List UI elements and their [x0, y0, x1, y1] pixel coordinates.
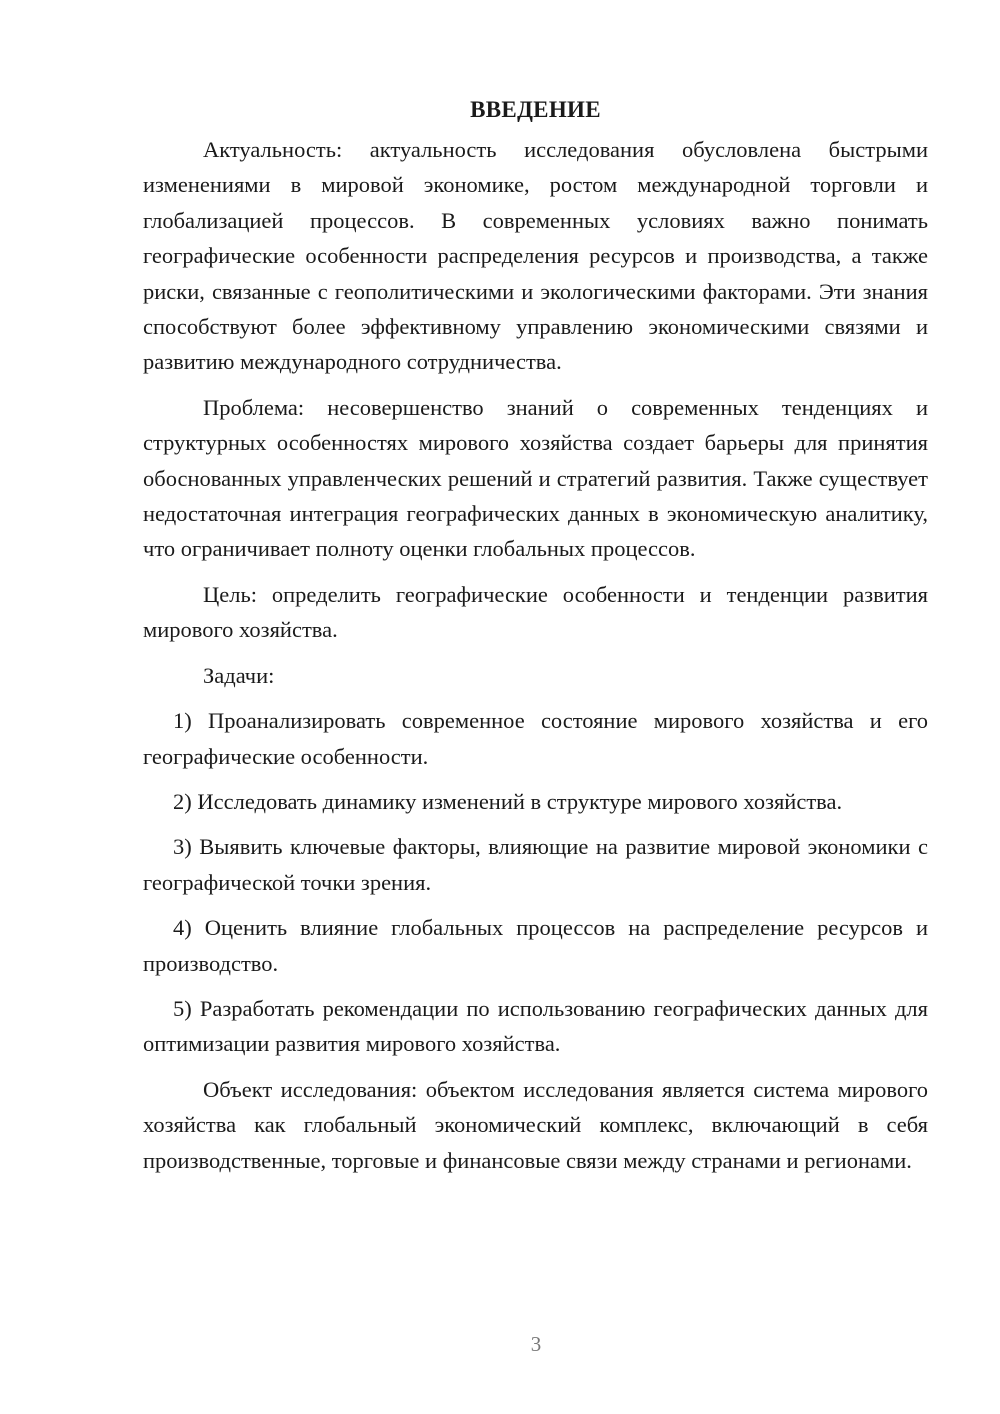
- task-item-3: 3) Выявить ключевые факторы, влияющие на развитие мировой экономики с географической точки зрения.: [143, 834, 928, 895]
- paragraph-problem: Проблема: несовершенство знаний о современных тенденциях и структурных особенностях мирового хозяйства создает барьеры для принятия обоснованных управленческих решений и стратегий развития. Также существует недостаточная интеграция географических данных в экономическую аналитику, что ограничивает полноту оценки глобальных процессов.: [143, 394, 928, 562]
- task-item-1: 1) Проанализировать современное состояние мирового хозяйства и его географические особенности.: [143, 708, 928, 769]
- document-page: [143, 92, 928, 1188]
- section-title: ВВЕДЕНИЕ: [470, 97, 601, 122]
- tasks-heading: Задачи:: [203, 662, 275, 688]
- paragraph-goal: Цель: определить географические особенности и тенденции развития мирового хозяйства.: [143, 581, 928, 643]
- paragraph-object: Объект исследования: объектом исследования является система мирового хозяйства как глобальный экономический комплекс, включающий в себя производственные, торговые и финансовые связи между странами и регионами.: [143, 1076, 928, 1173]
- task-item-2: 2) Исследовать динамику изменений в структуре мирового хозяйства.: [173, 788, 843, 814]
- task-item-5: 5) Разработать рекомендации по использованию географических данных для оптимизации развития мирового хозяйства.: [143, 995, 928, 1057]
- paragraph-relevance: Актуальность: актуальность исследования обусловлена быстрыми изменениями в мировой экономике, ростом международной торговли и глобализацией процессов. В современных условиях важно понимать географические особенности распределения ресурсов и производства, а также риски, связанные с геополитическими и экологическими факторами. Эти знания способствуют более эффективному управлению экономическими связями и развитию международного сотрудничества.: [143, 137, 928, 375]
- task-item-4: 4) Оценить влияние глобальных процессов на распределение ресурсов и производство.: [143, 915, 928, 976]
- page-number: 3: [530, 1332, 542, 1356]
